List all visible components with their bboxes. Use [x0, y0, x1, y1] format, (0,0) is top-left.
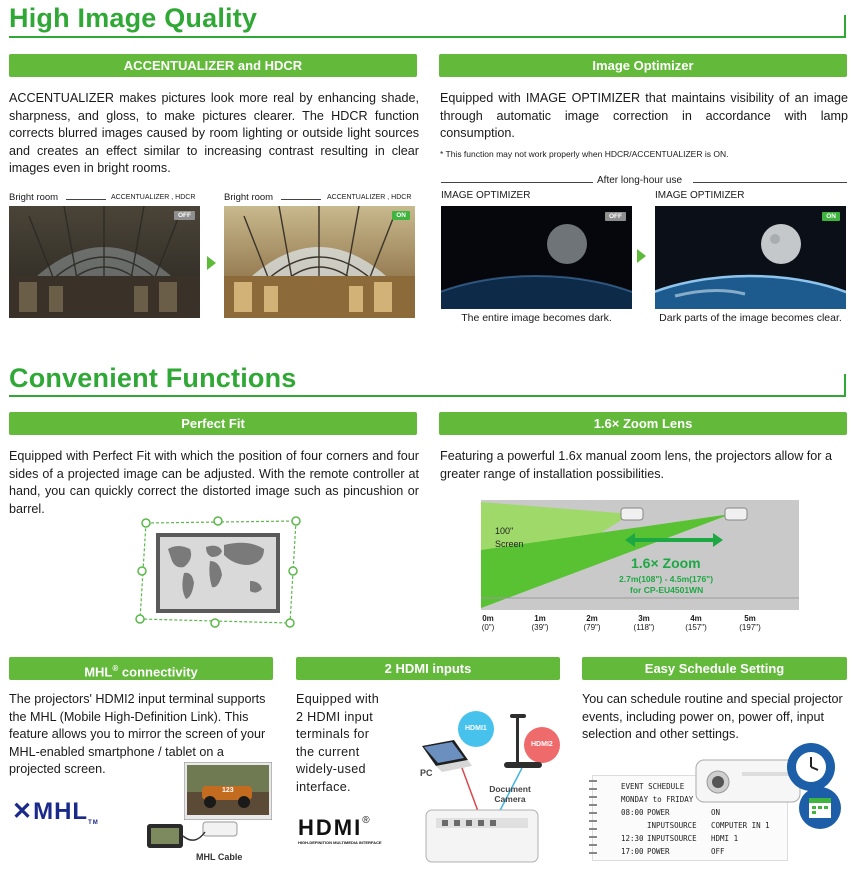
hdmi-text: Equipped with 2 HDMI input terminals for the current widely-used interface. [296, 692, 380, 794]
optimizer-label-off: IMAGE OPTIMIZER [441, 190, 531, 201]
optimizer-label-on: IMAGE OPTIMIZER [655, 190, 745, 201]
mhl-logo-text: MHL [33, 798, 89, 825]
after-long-hour-label: After long-hour use [597, 175, 683, 186]
image-optimizer-bar: Image Optimizer [439, 54, 847, 77]
tick-3: 3m (118") [633, 614, 655, 632]
mhl-bar-main: MHL [84, 664, 113, 680]
hdmi-logo [298, 815, 418, 849]
calendar-icon [798, 786, 842, 830]
zoom-lens-text: Featuring a powerful 1.6x manual zoom lens, the projectors allow for a greater range of installation possibilities. [440, 449, 833, 481]
notepad-rings [589, 780, 597, 858]
hdmi1-bubble-label: HDMI1 [465, 725, 487, 732]
image-optimizer-text: Equipped with IMAGE OPTIMIZER that maintains visibility of an image through automatic image correction in accordance with lamp consumption. [440, 91, 848, 141]
screen-size-label: 100" [495, 526, 514, 536]
hdmi-logo-text: HDMI [298, 815, 363, 840]
tablet-and-projector-image [145, 818, 241, 850]
after-line-left [441, 182, 593, 183]
section-title-convenient: Convenient Functions [9, 363, 297, 393]
mhl-text: The projectors' HDMI2 input terminal supports the MHL (Mobile High-Definition Link). This feature allows you to mirror the screen of your MHL-enabled smartphone / tablet on a projected screen. [9, 692, 266, 777]
label-line [281, 199, 321, 200]
accentualizer-bar: ACCENTUALIZER and HDCR [9, 54, 417, 77]
after-line-right [693, 182, 847, 183]
perfect-fit-text: Equipped with Perfect Fit with which the position of four corners and four sides of a projected image can be adjusted. With the remote controller at hand, you can quickly correct the distorted image such as pincushion or barrel. [9, 449, 419, 516]
hdmi-logo-sub: HIGH-DEFINITION MULTIMEDIA INTERFACE [298, 840, 382, 845]
tick-2: 2m (79") [583, 614, 601, 632]
hdmi-logo-reg: ® [362, 815, 370, 826]
bright-room-label-on: Bright room [224, 192, 274, 203]
pc-label: PC [420, 768, 433, 778]
off-badge: OFF [174, 211, 195, 220]
hdmi2-bubble-label: HDMI2 [531, 741, 553, 748]
screen-label: Screen [495, 539, 524, 549]
mhl-bar-rest: connectivity [118, 664, 198, 680]
hdmi-bar: 2 HDMI inputs [296, 657, 560, 680]
earth-image-dark [441, 206, 632, 309]
optimizer-caption-off: The entire image becomes dark. [461, 312, 612, 324]
doc-camera-label: Document Camera [489, 784, 531, 804]
schedule-row: 17:00 POWER OFF [621, 847, 725, 856]
optimizer-caption-on: Dark parts of the image becomes clear. [659, 312, 842, 324]
tick-4: 4m (157") [685, 614, 707, 632]
zoom-range: 2.7m(108") - 4.5m(176") [619, 574, 714, 584]
zoom-model: for CP-EU4501WN [630, 585, 704, 595]
racing-screen-image [184, 762, 272, 820]
schedule-row: INPUTSOURCE COMPUTER IN 1 [647, 821, 770, 830]
tick-5: 5m (197") [739, 614, 761, 632]
accent-tag-off: ACCENTUALIZER , HDCR [111, 194, 196, 201]
clock-icon [786, 742, 836, 792]
section-rule [9, 36, 846, 38]
mhl-cable-label: MHL Cable [196, 852, 243, 862]
schedule-row: 08:00 POWER ON [621, 808, 721, 817]
on-badge: ON [822, 212, 840, 221]
hdmi-connection-diagram [412, 700, 572, 870]
perfect-fit-diagram [132, 515, 304, 629]
tick-0: 0m (0") [481, 614, 495, 632]
bright-room-image-off [9, 206, 200, 318]
image-optimizer-note: * This function may not work properly when HDCR/ACCENTUALIZER is ON. [440, 149, 729, 159]
schedule-bar: Easy Schedule Setting [582, 657, 847, 680]
off-badge: OFF [605, 212, 626, 221]
zoom-lens-bar: 1.6× Zoom Lens [439, 412, 847, 435]
mhl-logo-mark: ✕ [12, 798, 34, 825]
perfect-fit-bar: Perfect Fit [9, 412, 417, 435]
distance-axis [470, 614, 800, 640]
notepad-day: MONDAY to FRIDAY [621, 795, 694, 804]
label-line [66, 199, 106, 200]
bright-room-image-on [224, 206, 415, 318]
bright-room-label-off: Bright room [9, 192, 59, 203]
section-rule-end [844, 15, 846, 37]
race-number: 123 [222, 787, 234, 794]
accent-tag-on: ACCENTUALIZER , HDCR [327, 194, 412, 201]
mhl-logo-tm: TM [88, 820, 99, 826]
arrow-right-icon [207, 256, 216, 270]
mhl-logo [12, 797, 99, 826]
section-title-image-quality: High Image Quality [9, 3, 258, 33]
section-rule [9, 395, 846, 397]
arrow-right-icon [637, 249, 646, 263]
on-badge: ON [392, 211, 410, 220]
zoom-title: 1.6× Zoom [631, 555, 701, 571]
earth-image-clear [655, 206, 846, 309]
accentualizer-text: ACCENTUALIZER makes pictures look more real by enhancing shade, sharpness, and gloss, to make pictures clearer. The HDCR function corrects blurred images caused by room lighting or outside light sources and creates an effect similar to increasing contrast resulting in clear images even in bright rooms. [9, 91, 419, 176]
schedule-text: You can schedule routine and special projector events, including power on, power off, input selection and other settings. [582, 692, 843, 742]
mhl-bar-sup: ® [112, 664, 119, 673]
notepad-title: EVENT SCHEDULE [621, 782, 685, 791]
section-rule-end [844, 374, 846, 396]
schedule-row: 12:30 INPUTSOURCE HDMI 1 [621, 834, 739, 843]
mhl-bar [9, 657, 273, 680]
tick-1: 1m (39") [531, 614, 549, 632]
zoom-diagram [481, 500, 799, 610]
